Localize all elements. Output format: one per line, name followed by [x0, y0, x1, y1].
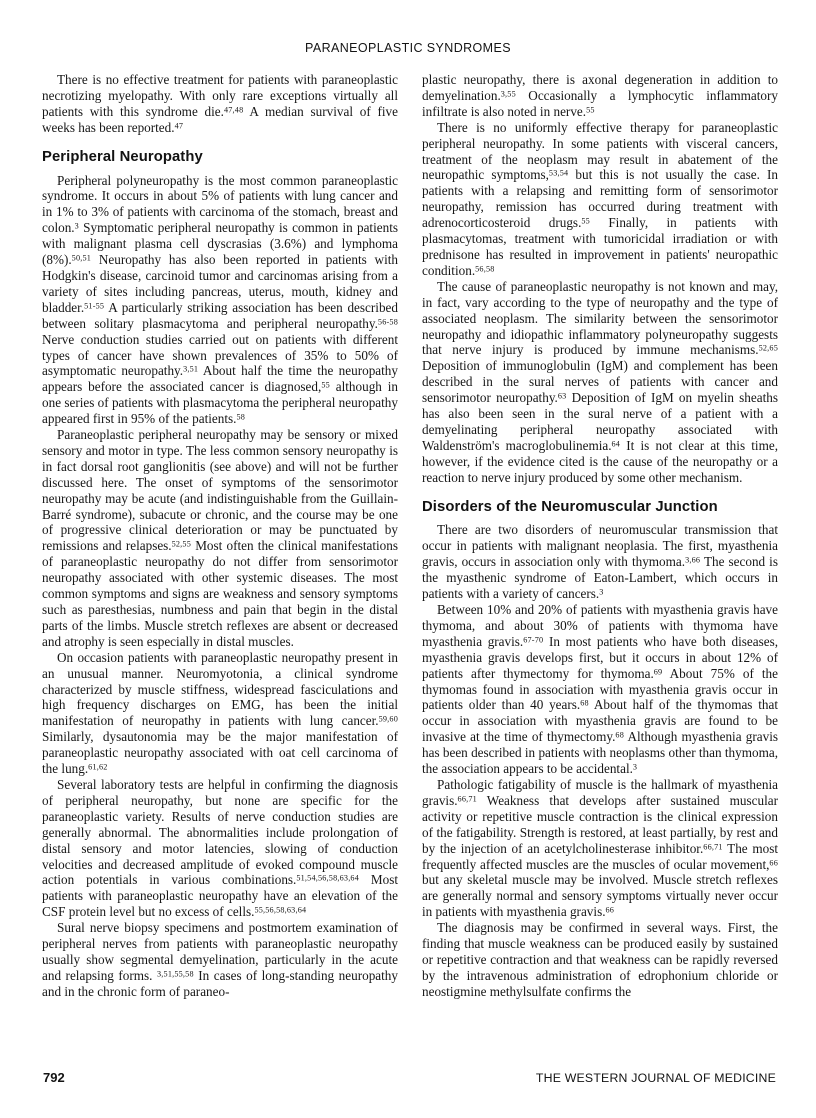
right-column [422, 72, 778, 1000]
citation-superscript: 59,60 [378, 714, 398, 724]
citation-superscript: 55 [321, 380, 330, 390]
section-heading: Disorders of the Neuromuscular Junction [422, 498, 718, 515]
citation-superscript: 47 [174, 121, 184, 131]
citation-superscript: 52,65 [758, 343, 778, 353]
paragraph: Peripheral polyneuropathy is the most common paraneoplastic syndrome. It occurs in about 5% of patients with lung cancer and in 1% to 3% of patients with carcinoma of the stomach, breast and colon.$^3$ Symptomatic peripheral neuropathy is common in patients with malignant plasma cell dyscrasias (3.6%) and lymphoma (8%).$^{50,51}$ Neuropathy has also been reported in patients with Hodgkin's disease, carcinoid tumor and carcinomas arising from a variety of sites including pancreas, uterus, mouth, kidney and bladder.$^{51-55}$ A particularly striking association has been described between solitary plasmacytoma and peripheral neuropathy.$^{56-58}$ Nerve conduction studies carried out on patients with different types of cancer have shown prevalences of 35% to 50% of asymptomatic neuropathy.$^{3,51}$ About half the time the neuropathy appears before the associated cancer is diagnosed,$^{55}$ although in one series of patients with plasmacytoma the peripheral neuropathy appeared first in 95% of the patients.$^{58}$ [42, 172, 398, 427]
paragraph: On occasion patients with paraneoplastic neuropathy present in an unusual manner. Neuromyotonia, a clinical syndrome characterized by muscle stiffness, widespread fasciculations and high frequency discharges on EMG, has been the initial manifestation of neuropathy in patients with lung cancer.$^{59,60}$ Similarly, dysautonomia may be the major manifestation of paraneoplastic neuropathy associated with oat cell carcinoma of the lung.$^{61,62}$ [42, 649, 398, 777]
citation-superscript: 55 [586, 105, 595, 115]
citation-superscript: 55 [581, 216, 590, 226]
running-head: PARANEOPLASTIC SYNDROMES [305, 41, 511, 55]
citation-superscript: 63 [557, 391, 567, 401]
paragraph: plastic neuropathy, there is axonal degeneration in addition to demyelination.$^{3,55}$ Occasionally a lymphocytic inflammatory infiltrate is also noted in nerve.$^{55}$ [422, 72, 778, 119]
paragraph: Paraneoplastic peripheral neuropathy may be sensory or mixed sensory and motor in type. The less common sensory neuropathy is in fact dorsal root ganglionitis (see above) and will not be further discussed here. The onset of symptoms of the sensorimotor neuropathy may be acute (and indistinguishable from the Guillain-Barré syndrome), subacute or chronic, and the course may be one of progressive clinical deterioration or may be punctuated by remissions and relapses.$^{52,55}$ Most often the clinical manifestations of paraneoplastic neuropathy do not differ from sensorimotor neuropathy associated with other systemic diseases. The most common symptoms and signs are weakness and sensory symptoms such as paresthesias, numbness and pain that begin in the distal parts of the limbs. Muscle stretch reflexes are absent or decreased and atrophy is seen especially in distal muscles. [42, 427, 398, 649]
citation-superscript: 51,54,56,58,63,64 [296, 873, 360, 883]
citation-superscript: 66,71 [457, 794, 477, 804]
citation-superscript: 52,55 [171, 539, 191, 549]
section-heading: Peripheral Neuropathy [42, 148, 203, 165]
journal-name: THE WESTERN JOURNAL OF MEDICINE [535, 1071, 776, 1085]
paragraph: The cause of paraneoplastic neuropathy is not known and may, in fact, vary according to the type of neuropathy and the type of associated neoplasm. The similarity between the sensorimotor neuropathy and idiopathic inflammatory polyneuropathy suggests that nerve injury is produced by immune mechanisms.$^{52,65}$ Deposition of immunoglobulin (IgM) and complement has been described in the sural nerves of patients with cancer and sensorimotor neuropathy.$^{63}$ Deposition of IgM on myelin sheaths has also been seen in the sural nerve of a patient with a demyelinating peripheral neuropathy associated with Waldenström's macroglobulinemia.$^{64}$ It is not clear at this time, however, if the evidence cited is the cause of the neuropathy or a reaction to nerve injury produced by some other mechanism. [422, 278, 778, 485]
citation-superscript: 68 [615, 730, 624, 740]
paragraph: The diagnosis may be confirmed in several ways. First, the finding that muscle weakness can be produced easily by sustained or repetitive contraction and that weakness can be rapidly reversed by the intravenous administration of edrophonium chloride or neostigmine methylsulfate confirms the [422, 920, 778, 999]
paragraph: Sural nerve biopsy specimens and postmortem examination of peripheral nerves from patients with paraneoplastic neuropathy usually show segmental demyelination, particularly in the acute and relapsing forms. $^{3,51,55,58}$ In cases of long-standing neuropathy and in the chronic form of paraneo- [42, 920, 398, 999]
citation-superscript: 55,56,58,63,64 [254, 905, 307, 915]
citation-superscript: 66,71 [703, 841, 723, 851]
paragraph: There is no uniformly effective therapy for paraneoplastic peripheral neuropathy. In some patients with visceral cancers, treatment of the neoplasm may result in abatement of the neuropathic symptoms,$^{53,54}$ but this is not usually the case. In patients with a relapsing and remitting form of sensorimotor neuropathy, remission has occurred during treatment with adrenocorticosteroid drugs.$^{55}$ Finally, in patients with plasmacytomas, treatment with tumoricidal irradiation or with prednisone has resulted in improvement in patients' neuropathic condition.$^{56,58}$ [422, 119, 779, 278]
citation-superscript: 3,51,55,58 [157, 969, 194, 979]
citation-superscript: 3 [632, 762, 638, 772]
citation-superscript: 67-70 [523, 635, 544, 645]
citation-superscript: 3,51 [183, 364, 199, 374]
paragraph: There are two disorders of neuromuscular transmission that occur in patients with malignant neoplasia. The first, myasthenia gravis, occurs in association only with thymoma.$^{3,66}$ The second is the myasthenic syndrome of Eaton-Lambert, which occurs in patients with a variety of cancers.$^3$ [422, 522, 778, 602]
page-body [42, 72, 778, 1000]
citation-superscript: 3 [74, 221, 79, 231]
page-number: 792 [43, 1070, 65, 1085]
paragraph: Between 10% and 20% of patients with myasthenia gravis have thymoma, and about 30% of patients with thymoma have myasthenia gravis.$^{67-70}$ In most patients who have both diseases, myasthenia gravis develops first, but it occurs in about 12% of patients after thymectomy for thymoma.$^{69}$ About 75% of the thymomas found in association with myasthenia gravis occur in patients older than 40 years.$^{68}$ About half of the thymomas that occur in association with myasthenia gravis are found to be invasive at the time of thymectomy.$^{68}$ Although myasthenia gravis has been described in patients with neoplasms other than thymoma, the association appears to be accidental.$^3$ [422, 602, 778, 777]
citation-superscript: 66 [605, 905, 615, 915]
left-column [42, 72, 398, 1000]
citation-superscript: 68 [580, 698, 589, 708]
citation-superscript: 61,62 [88, 762, 108, 772]
citation-superscript: 47,48 [223, 105, 244, 115]
paragraph: Several laboratory tests are helpful in confirming the diagnosis of peripheral neuropathy, but none are specific for the paraneoplastic variety. Results of nerve conduction studies are generally abnormal. The abnormalities include prolongation of distal sensory and motor latencies, slowing of conduction velocities and decreased amplitude of evoked compound muscle action potentials in various combinations.$^{51,54,56,58,63,64}$ Most patients with paraneoplastic neuropathy have an elevation of the CSF protein level but no excess of cells.$^{55,56,58,63,64}$ [42, 776, 398, 920]
paragraph: There is no effective treatment for patients with paraneoplastic necrotizing myelopathy. With only rare exceptions virtually all patients with this syndrome die.$^{47,48}$ A median survival of five weeks has been reported.$^{47}$ [42, 72, 399, 135]
citation-superscript: 3,55 [500, 89, 516, 99]
citation-superscript: 56,58 [475, 264, 495, 274]
citation-superscript: 53,54 [548, 168, 569, 178]
citation-superscript: 66 [769, 857, 778, 867]
citation-superscript: 58 [236, 412, 246, 422]
citation-superscript: 51-55 [84, 301, 105, 311]
citation-superscript: 69 [653, 666, 663, 676]
citation-superscript: 64 [611, 439, 621, 449]
citation-superscript: 50,51 [71, 253, 92, 263]
citation-superscript: 56-58 [377, 317, 398, 327]
citation-superscript: 3,66 [685, 555, 701, 565]
citation-superscript: 3 [599, 587, 604, 597]
paragraph: Pathologic fatigability of muscle is the hallmark of myasthenia gravis.$^{66,71}$ Weakness that develops after sustained muscular activity or repetitive muscle contraction is the clinical expression of the fatigability. Strength is restored, at least partially, by rest and by the injection of an acetylcholinesterase inhibitor.$^{66,71}$ The most frequently affected muscles are the muscles of ocular movement,$^{66}$ but any skeletal muscle may be involved. Muscle stretch reflexes are generally normal and sensory symptoms virtually never occur in patients with myasthenia gravis.$^{66}$ [422, 776, 778, 920]
